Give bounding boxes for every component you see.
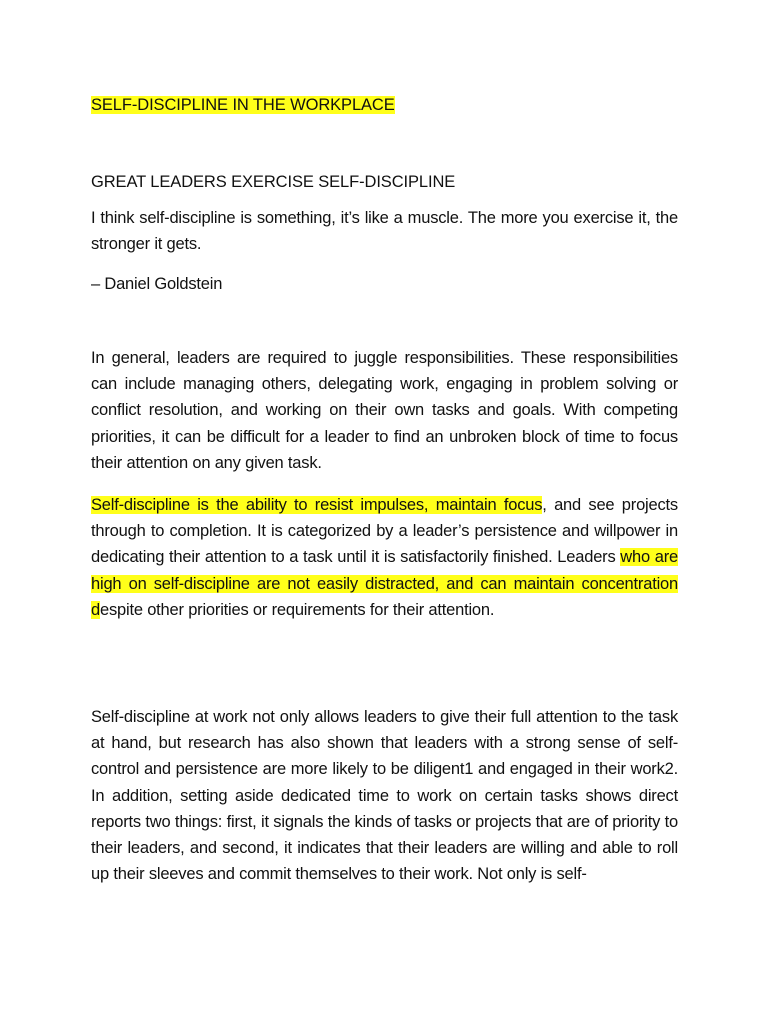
highlight-concentration: who are high on self-discipline are not easily distracted, and can maintain concentration d xyxy=(91,548,678,619)
paragraph-2-text-b: espite other priorities or requirements for their attention. xyxy=(99,600,495,619)
quote-author: – Daniel Goldstein xyxy=(91,275,223,293)
quote-text: I think self-discipline is something, it’s like a muscle. The more you exercise it, the stronger it gets. xyxy=(91,209,678,254)
paragraph-2-text-a: , and see projects through to completion. It is categorized by a leader’s persistence and willpower in dedicating their attention to a task until it is satisfactorily finished. Leaders xyxy=(91,496,678,567)
highlight-definition: Self-discipline is the ability to resist impulses, maintain focus xyxy=(91,496,543,514)
paragraph-2 xyxy=(91,492,678,623)
paragraph-3: Self-discipline at work not only allows leaders to give their full attention to the task at hand, but research has also shown that leaders with a strong sense of self-control and persistence are more likely to be diligent1 and engaged in their work2. In addition, setting aside dedicated time to work on certain tasks shows direct reports two things: first, it signals the kinds of tasks or projects that are of priority to their leaders, and second, it indicates that their leaders are willing and able to roll up their sleeves and commit themselves to their work. Not only is self- xyxy=(91,708,678,884)
section-heading: GREAT LEADERS EXERCISE SELF-DISCIPLINE xyxy=(91,173,456,191)
paragraph-1: In general, leaders are required to juggle responsibilities. These responsibilities can include managing others, delegating work, engaging in problem solving or conflict resolution, and working on their own tasks and goals. With competing priorities, it can be difficult for a leader to find an unbroken block of time to focus their attention on any given task. xyxy=(91,349,678,472)
title-highlight: SELF-DISCIPLINE IN THE WORKPLACE xyxy=(91,96,395,114)
document-title xyxy=(91,94,395,116)
document-page xyxy=(91,0,678,1024)
